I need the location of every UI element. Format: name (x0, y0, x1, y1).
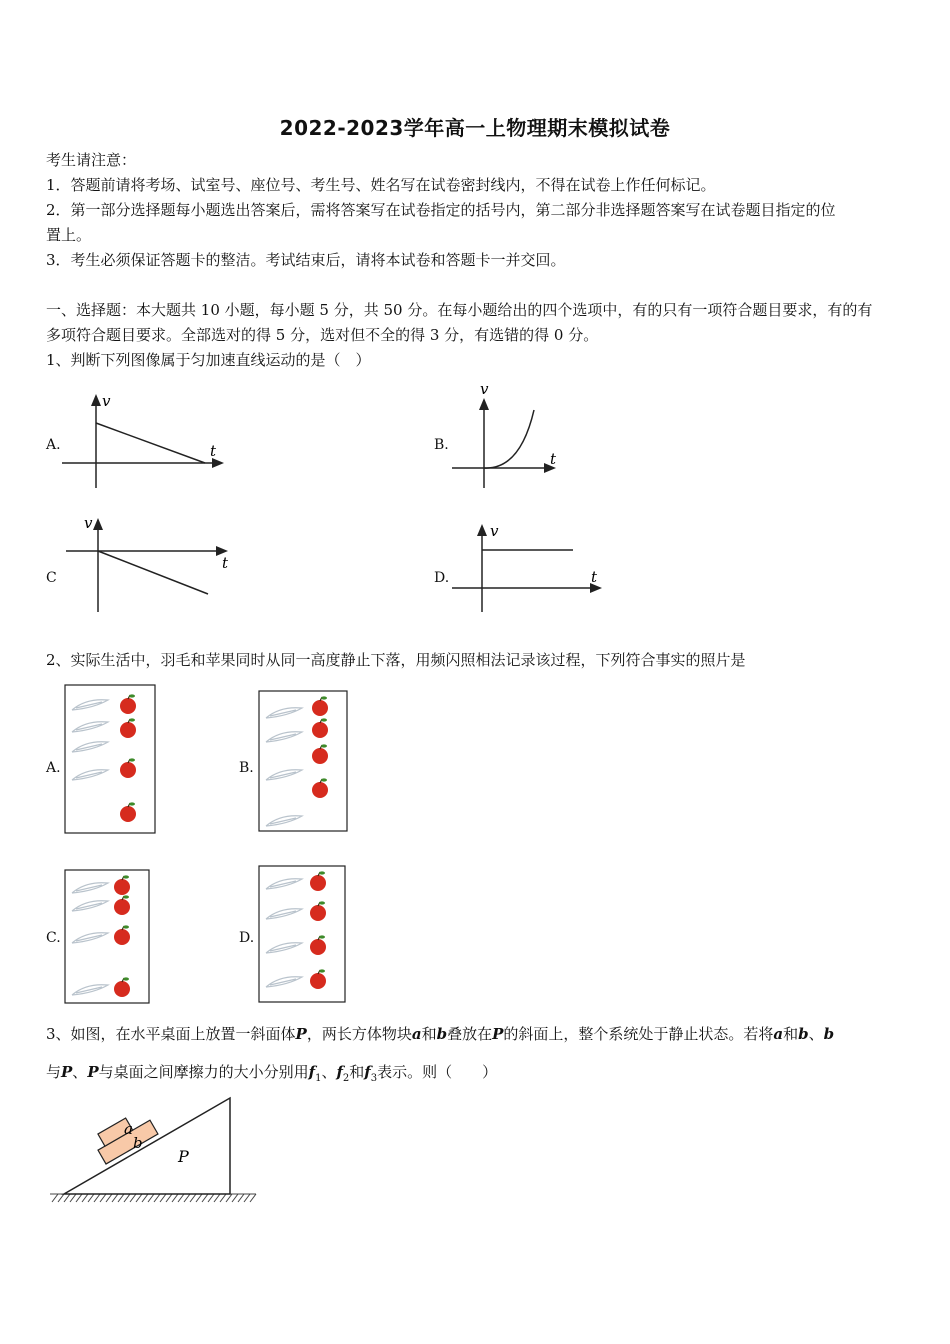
q1-c-axis-v: v (84, 514, 93, 532)
notice-heading: 考生请注意： (46, 151, 137, 169)
apple-leaf (123, 925, 129, 928)
apple-icon (310, 905, 326, 921)
q3-text: 和 (349, 1063, 365, 1081)
q1-stem: 1、判断下列图像属于匀加速直线运动的是（ ） (46, 351, 371, 369)
q1-b-axis-v: v (480, 380, 489, 398)
q3-text: 、 (72, 1063, 88, 1081)
q1-option-b-label[interactable]: B. (434, 437, 449, 453)
q3-var-f: f (336, 1063, 343, 1081)
q1-graph-d (450, 518, 610, 618)
apple-icon (310, 939, 326, 955)
notice-item-1: 1．答题前请将考场、试室号、座位号、考生号、姓名写在试卷密封线内，不得在试卷上作任何标记。 (46, 176, 716, 194)
apple-leaf (123, 875, 129, 878)
label-b: b (133, 1134, 143, 1152)
apple-icon (312, 722, 328, 738)
q2-option-a-label[interactable]: A. (46, 760, 61, 776)
q1-option-c-label[interactable]: C (46, 570, 57, 586)
apple-leaf (123, 977, 129, 980)
q3-var-f: f (308, 1063, 316, 1081)
q3-text: 叠放在 (447, 1025, 493, 1043)
apple-leaf (321, 744, 327, 747)
q1-graph-a (60, 388, 235, 493)
q3-text: 和 (783, 1025, 799, 1043)
q3-sub: 1 (315, 1073, 322, 1084)
q3-var-a: a (773, 1025, 784, 1043)
q3-var-P: P (492, 1025, 504, 1043)
apple-leaf (321, 718, 327, 721)
apple-leaf (319, 935, 325, 938)
q3-text: 、 (808, 1025, 824, 1043)
apple-leaf (319, 871, 325, 874)
apple-icon (310, 875, 326, 891)
apple-leaf (321, 696, 327, 699)
q1-graph-b (450, 380, 570, 490)
q3-incline-figure (46, 1094, 261, 1206)
q1-b-axis-t: t (550, 450, 557, 468)
label-a: a (124, 1120, 133, 1138)
apple-icon (114, 879, 130, 895)
q3-var-f: f (364, 1063, 371, 1081)
q3-stem-line-1 (46, 1022, 908, 1047)
q3-sub: 2 (342, 1073, 350, 1084)
q3-text: 和 (421, 1025, 437, 1043)
q3-text: 与 (46, 1063, 62, 1081)
photo-frame (65, 870, 149, 1003)
apple-icon (120, 806, 136, 822)
section1-instructions-2: 多项符合题目要求。全部选对的得 5 分，选对但不全的得 3 分，有选错的得 0 分。 (46, 326, 599, 344)
apple-leaf (319, 901, 325, 904)
ground-hatching (50, 1194, 256, 1202)
notice-item-3: 3．考生必须保证答题卡的整洁。考试结束后，请将本试卷和答题卡一并交回。 (46, 251, 566, 269)
q2-stem: 2、实际生活中，羽毛和苹果同时从同一高度静止下落，用频闪照相法记录该过程，下列符合事实的照片是 (46, 651, 746, 669)
q1-a-axis-v: v (102, 392, 111, 410)
apple-leaf (129, 694, 135, 697)
q3-var-a: a (411, 1025, 422, 1043)
apple-leaf (129, 718, 135, 721)
q3-text: 与桌面之间摩擦力的大小分别用 (98, 1063, 309, 1081)
q1-option-d-label[interactable]: D. (434, 570, 450, 586)
page-title: 2022-2023学年高一上物理期末模拟试卷 (279, 116, 671, 140)
apple-leaf (129, 758, 135, 761)
apple-icon (312, 782, 328, 798)
q3-var-P: P (61, 1063, 73, 1081)
q2-photo-a (64, 684, 156, 834)
apple-icon (114, 981, 130, 997)
notice-item-2: 2．第一部分选择题每小题选出答案后，需将答案写在试卷指定的括号内，第二部分非选择题答案写在试卷题目指定的位 (46, 201, 836, 219)
apple-icon (312, 700, 328, 716)
apple-leaf (129, 802, 135, 805)
apple-icon (114, 899, 130, 915)
q3-sub: 3 (370, 1073, 378, 1084)
q2-photo-d (258, 865, 346, 1003)
incline-P (64, 1098, 230, 1194)
apple-icon (114, 929, 130, 945)
q3-var-b: b (823, 1025, 835, 1043)
apple-icon (310, 973, 326, 989)
q1-c-axis-t: t (222, 554, 229, 572)
q1-a-axis-t: t (210, 442, 217, 460)
q2-photo-c (64, 869, 150, 1004)
q1-d-axis-t: t (591, 568, 598, 586)
q2-photo-b (258, 690, 348, 832)
q1-graph-c (60, 510, 240, 615)
apple-icon (312, 748, 328, 764)
notice-item-2-cont: 置上。 (46, 226, 92, 244)
photo-frame (259, 691, 347, 831)
apple-icon (120, 762, 136, 778)
q3-var-b: b (798, 1025, 809, 1043)
apple-icon (120, 698, 136, 714)
label-P: P (178, 1147, 189, 1166)
section1-instructions-1: 一、选择题：本大题共 10 小题，每小题 5 分，共 50 分。在每小题给出的四个选项中，有的只有一项符合题目要求，有的有 (46, 301, 873, 319)
apple-icon (120, 722, 136, 738)
q2-option-b-label[interactable]: B. (239, 760, 254, 776)
q2-option-c-label[interactable]: C. (46, 930, 61, 946)
q3-stem-line-2 (46, 1060, 908, 1091)
q1-option-a-label[interactable]: A. (46, 437, 61, 453)
apple-leaf (319, 969, 325, 972)
q3-var-b: b (436, 1025, 448, 1043)
q3-text: 、 (321, 1063, 337, 1081)
q3-text: 表示。则（ ） (377, 1063, 498, 1081)
q1-d-axis-v: v (490, 522, 499, 540)
apple-leaf (321, 778, 327, 781)
q3-text: 3、如图，在水平桌面上放置一斜面体 (46, 1025, 296, 1043)
q3-text: 的斜面上，整个系统处于静止状态。若将 (503, 1025, 774, 1043)
q3-var-P: P (87, 1063, 99, 1081)
q3-var-P: P (295, 1025, 307, 1043)
q3-text: ，两长方体物块 (306, 1025, 412, 1043)
apple-leaf (123, 895, 129, 898)
q2-option-d-label[interactable]: D. (239, 930, 255, 946)
